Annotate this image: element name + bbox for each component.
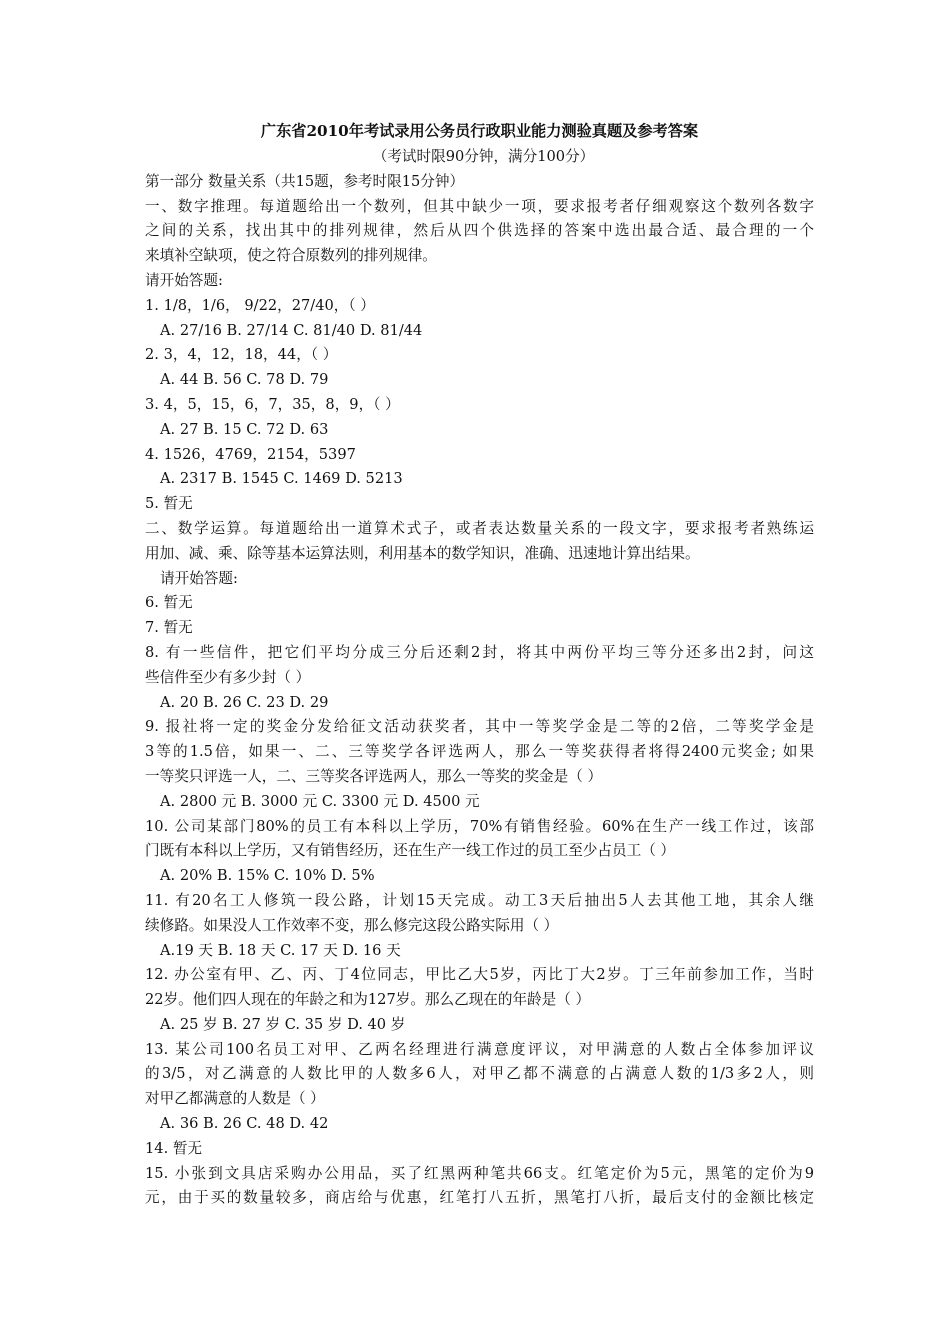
question-8-options: A. 20 B. 26 C. 23 D. 29 — [160, 693, 329, 711]
question-3-options: A. 27 B. 15 C. 72 D. 63 — [160, 420, 329, 438]
question-1: 1. 1/8，1/6， 9/22，27/40，（ ） — [145, 296, 375, 314]
section1-intro-line: 来填补空缺项，使之符合原数列的排列规律。 — [145, 247, 437, 265]
question-11-line: 11. 有20名工人修筑一段公路，计划15天完成。动工3天后抽出5人去其他工地，其余人继 — [145, 891, 814, 909]
question-11-line: 续修路。如果没人工作效率不变，那么修完这段公路实际用（ ） — [145, 916, 559, 934]
question-9-line: 3等的1.5倍，如果一、二、三等奖学各评选两人，那么一等奖获得者将得2400元奖金; 如果 — [145, 743, 814, 761]
section2-intro-line: 用加、减、乘、除等基本运算法则，利用基本的数学知识，准确、迅速地计算出结果。 — [145, 544, 700, 562]
start-prompt: 请开始答题: — [145, 271, 223, 289]
question-9-options: A. 2800 元 B. 3000 元 C. 3300 元 D. 4500 元 — [160, 792, 480, 810]
question-14: 14. 暂无 — [145, 1139, 203, 1157]
question-15-line: 元，由于买的数量较多，商店给与优惠，红笔打八五折，黑笔打八折，最后支付的金额比核定 — [145, 1189, 814, 1207]
question-9-line: 9. 报社将一定的奖金分发给征文活动获奖者，其中一等奖学金是二等的2倍，二等奖学金是 — [145, 718, 814, 736]
part-heading: 第一部分 数量关系（共15题，参考时限15分钟） — [145, 172, 465, 190]
question-8-line: 些信件至少有多少封（ ） — [145, 668, 311, 686]
section1-intro-line: 之间的关系，找出其中的排列规律，然后从四个供选择的答案中选出最合适、最合理的一个 — [145, 222, 814, 240]
section2-intro-line: 二、数学运算。每道题给出一道算术式子，或者表达数量关系的一段文字，要求报考者熟练运 — [145, 519, 814, 537]
document-title: 广东省2010年考试录用公务员行政职业能力测验真题及参考答案 — [260, 122, 699, 140]
question-4: 4. 1526，4769，2154，5397 — [145, 445, 356, 463]
question-5: 5. 暂无 — [145, 495, 193, 513]
question-15-line: 15. 小张到文具店采购办公用品，买了红黑两种笔共66支。红笔定价为5元，黑笔的定价为9 — [145, 1164, 814, 1182]
start-prompt: 请开始答题: — [160, 569, 238, 587]
question-10-line: 门既有本科以上学历，又有销售经历，还在生产一线工作过的员工至少占员工（ ） — [145, 842, 676, 860]
question-4-options: A. 2317 B. 1545 C. 1469 D. 5213 — [160, 470, 403, 488]
question-11-options: A.19 天 B. 18 天 C. 17 天 D. 16 天 — [160, 941, 401, 959]
question-8-line: 8. 有一些信件，把它们平均分成三分后还剩2封，将其中两份平均三等分还多出2封，问这 — [145, 643, 814, 661]
question-7: 7. 暂无 — [145, 619, 193, 637]
question-1-options: A. 27/16 B. 27/14 C. 81/40 D. 81/44 — [160, 321, 423, 339]
question-12-line: 22岁。他们四人现在的年龄之和为127岁。那么乙现在的年龄是（ ） — [145, 991, 591, 1009]
question-3: 3. 4，5，15，6，7，35，8，9，（ ） — [145, 395, 400, 413]
question-9-line: 一等奖只评选一人，二、三等奖各评选两人，那么一等奖的奖金是（ ） — [145, 767, 603, 785]
question-2: 2. 3，4，12，18，44，（ ） — [145, 346, 338, 364]
question-10-line: 10. 公司某部门80%的员工有本科以上学历，70%有销售经验。60%在生产一线工作过，该部 — [145, 817, 814, 835]
question-12-line: 12. 办公室有甲、乙、丙、丁4位同志，甲比乙大5岁，丙比丁大2岁。丁三年前参加工作，当时 — [145, 966, 814, 984]
question-10-options: A. 20% B. 15% C. 10% D. 5% — [160, 867, 375, 885]
question-13-line: 对甲乙都满意的人数是（ ） — [145, 1090, 325, 1108]
question-12-options: A. 25 岁 B. 27 岁 C. 35 岁 D. 40 岁 — [160, 1015, 406, 1033]
question-13-line: 13. 某公司100名员工对甲、乙两名经理进行满意度评议，对甲满意的人数占全体参加评议 — [145, 1040, 814, 1058]
question-2-options: A. 44 B. 56 C. 78 D. 79 — [160, 371, 329, 389]
question-6: 6. 暂无 — [145, 594, 193, 612]
question-13-line: 的3/5，对乙满意的人数比甲的人数多6人，对甲乙都不满意的占满意人数的1/3多2人，则 — [145, 1065, 814, 1083]
section1-intro-line: 一、数字推理。每道题给出一个数列，但其中缺少一项，要求报考者仔细观察这个数列各数字 — [145, 197, 814, 215]
document-subtitle: （考试时限90分钟，满分100分） — [372, 148, 595, 165]
question-13-options: A. 36 B. 26 C. 48 D. 42 — [160, 1115, 329, 1133]
